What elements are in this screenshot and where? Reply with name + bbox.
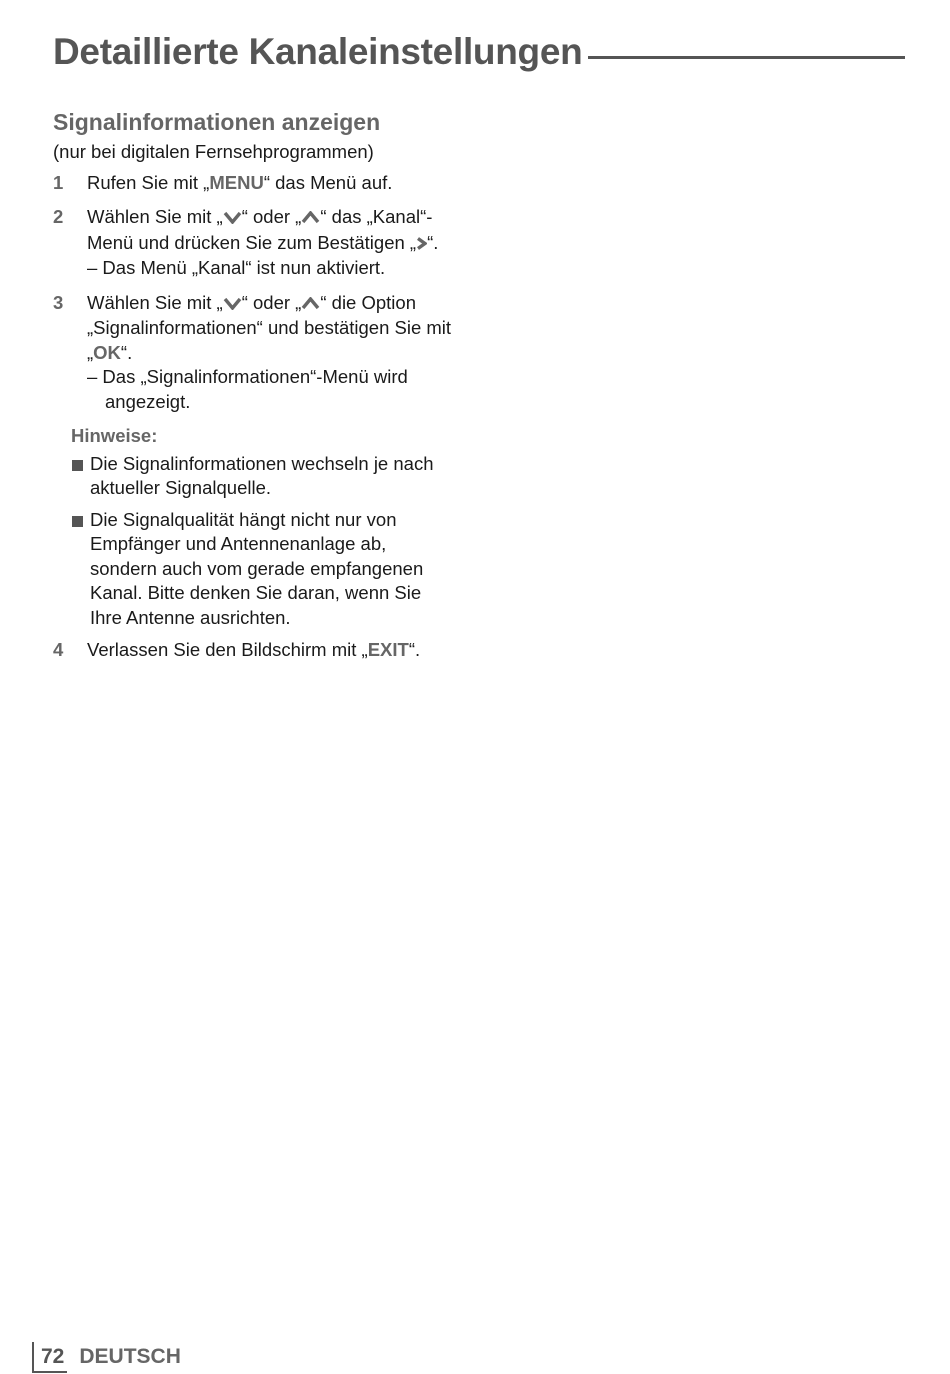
step-text	[87, 638, 458, 663]
step-number: 3	[53, 291, 64, 313]
page-header	[53, 22, 905, 70]
step-text-part: Rufen Sie mit „	[87, 171, 210, 193]
hints-box	[71, 424, 458, 630]
step-result: – Das Menü „Kanal“ ist nun aktiviert.	[87, 257, 386, 278]
ok-key-label: OK	[93, 341, 121, 363]
step-text-part: Wählen Sie mit „	[87, 291, 223, 313]
step-text	[87, 291, 458, 415]
chevron-down-icon	[223, 206, 242, 231]
step-text-part: “ das Menü auf.	[263, 171, 393, 193]
step-text-part: “.	[120, 341, 133, 363]
page-title: Detaillierte Kanaleinstellungen	[53, 31, 583, 72]
main-content	[53, 106, 458, 673]
step-text	[87, 171, 458, 196]
step-3	[53, 291, 458, 415]
step-instruction	[87, 205, 458, 256]
menu-key-label: MENU	[209, 171, 264, 193]
hint-text: Die Signalinformationen wechseln je nach aktueller Signalquelle.	[90, 452, 434, 498]
page-number: 72	[32, 1342, 67, 1373]
step-text-part: Verlassen Sie den Bildschirm mit „	[87, 639, 368, 660]
step-text-part: “.	[408, 639, 421, 660]
square-bullet-icon	[71, 508, 90, 631]
step-text-part: “ oder „	[241, 206, 302, 227]
step-2	[53, 205, 458, 281]
page-footer	[32, 1340, 181, 1374]
chevron-right-icon	[416, 232, 427, 257]
hint-text: Die Signalqualität hängt nicht nur von Empfänger und Antennenanlage ab, sondern auch vom gerade empfangenen Kanal. Bitte denken Sie daran, wenn Sie Ihre Antenne ausrichten.	[90, 508, 424, 628]
chevron-up-icon	[301, 206, 320, 231]
square-bullet-icon	[71, 452, 90, 501]
page-language: DEUTSCH	[79, 1345, 181, 1368]
hints-heading: Hinweise:	[71, 425, 158, 446]
section-heading: Signalinformationen anzeigen	[53, 109, 381, 135]
section-intro: (nur bei digitalen Fernsehprogrammen)	[53, 141, 374, 162]
step-4	[53, 638, 458, 663]
step-number: 2	[53, 206, 64, 227]
step-text-part: “.	[427, 231, 439, 253]
step-number: 4	[53, 639, 64, 660]
step-text-part: Wählen Sie mit „	[87, 206, 223, 227]
hint-item	[71, 452, 458, 501]
step-text-part: “ das „Kanal“-Menü und drücken Sie zum Bestätigen „	[87, 206, 433, 253]
title-rule	[588, 56, 905, 59]
step-result: – Das „Signalinformationen“-Menü wird angezeigt.	[87, 366, 408, 412]
chevron-up-icon	[301, 292, 320, 317]
step-number: 1	[53, 171, 64, 193]
step-text-part: “ oder „	[241, 291, 302, 313]
step-1	[53, 171, 458, 196]
chevron-down-icon	[223, 292, 242, 317]
step-instruction	[87, 291, 458, 366]
exit-key-label: EXIT	[367, 639, 409, 660]
step-text	[87, 205, 458, 281]
hint-item	[71, 508, 458, 631]
step-text-part: “ die Option „Signalinformationen“ und bestätigen Sie mit „	[87, 291, 452, 363]
